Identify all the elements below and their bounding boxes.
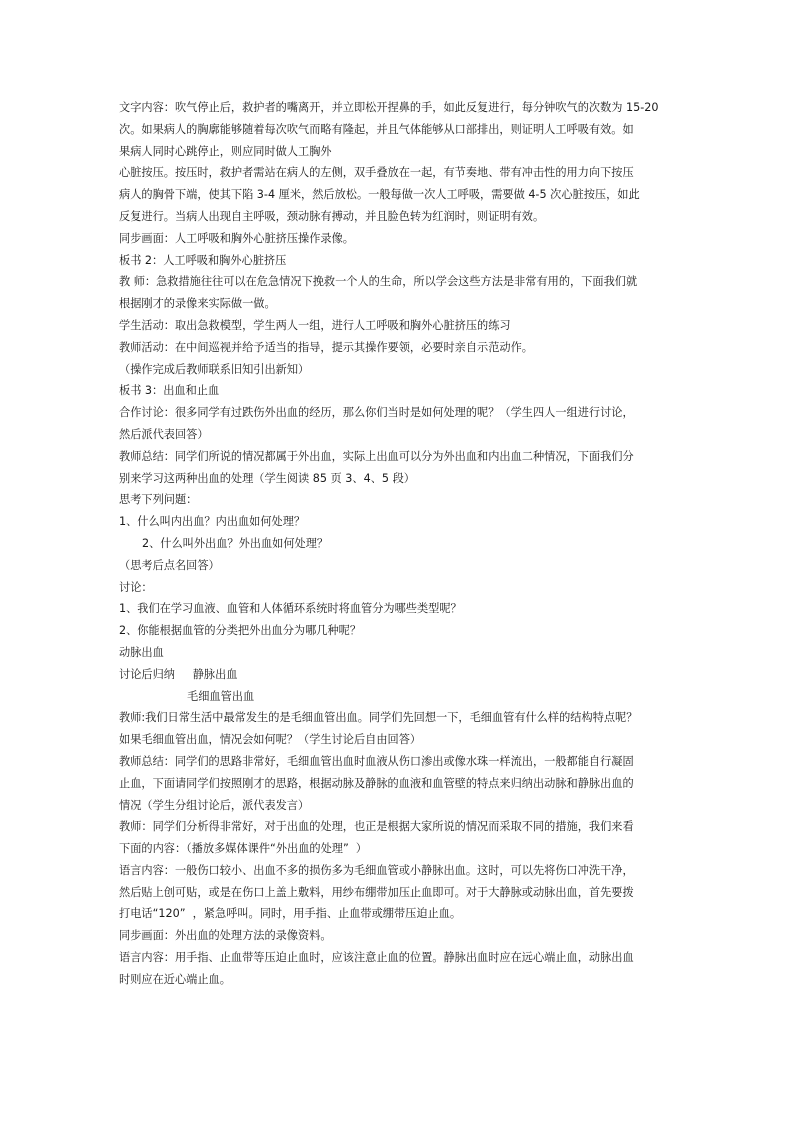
document-body: [119, 97, 685, 991]
text-line: 反复进行。当病人出现自主呼吸，颈动脉有搏动，并且脸色转为红润时，则证明有效。: [119, 209, 545, 223]
text-line: 根据刚才的录像来实际做一做。: [119, 297, 276, 311]
text-line: 教师：同学们分析得非常好，对于出血的处理，也正是根据大家所说的情况而采取不同的措施，我们来看: [119, 820, 634, 834]
text-line: 然后贴上创可贴，或是在伤口上盖上敷料，用纱布绷带加压止血即可。对于大静脉或动脉出血，首先要拨: [119, 885, 634, 899]
text-line: 果病人同时心跳停止，则应同时做人工胸外: [119, 144, 332, 158]
text-line: 止血，下面请同学们按照刚才的思路，根据动脉及静脉的血液和血管壁的特点来归纳出动脉和静脉出血的: [119, 776, 634, 790]
text-line: 讨论后归纳 静脉出血: [119, 667, 238, 681]
text-line: 然后派代表回答）: [119, 427, 209, 441]
text-line: 教师:我们日常生活中最常发生的是毛细血管出血。同学们先回想一下，毛细血管有什么样的结构特点呢？: [119, 711, 638, 725]
text-line: 教师活动：在中间巡视并给予适当的指导，提示其操作要领，必要时亲自示范动作。: [119, 340, 533, 354]
question-item: 2、什么叫外出血？外出血如何处理？: [142, 536, 329, 550]
section-heading: 板书 3：出血和止血: [119, 384, 220, 398]
text-line: 动脉出血: [119, 645, 164, 659]
text-line: 下面的内容：（播放多媒体课件“外出血的处理” ）: [119, 842, 368, 856]
text-line: 教师总结：同学们的思路非常好，毛细血管出血时血液从伤口渗出或像水珠一样流出，一般都能自行凝固: [119, 754, 634, 768]
text-line: 语言内容：一般伤口较小、出血不多的损伤多为毛细血管或小静脉出血。这时，可以先将伤口冲洗干净，: [119, 863, 634, 877]
text-line: 次。如果病人的胸廓能够随着每次吹气而略有隆起，并且气体能够从口部排出，则证明人工呼吸有效。如: [119, 122, 634, 136]
question-item: 1、什么叫内出血？内出血如何处理？: [119, 515, 306, 529]
text-line: 教 师：急救措施往往可以在危急情况下挽救一个人的生命，所以学会这些方法是非常有用的，下面我们就: [119, 275, 638, 289]
question-item: 2、你能根据血管的分类把外出血分为哪几种呢？: [119, 624, 362, 638]
question-item: 1、我们在学习血液、血管和人体循环系统时将血管分为哪些类型呢？: [119, 602, 462, 616]
text-line: 别来学习这两种出血的处理（学生阅读 85 页 3、4、5 段）: [119, 471, 415, 485]
text-line: 文字内容：吹气停止后，救护者的嘴离开，并立即松开捏鼻的手，如此反复进行，每分钟吹气的次数为 15-20: [119, 101, 659, 114]
text-line: 思考下列问题：: [119, 493, 198, 507]
text-line: 打电话“120” ，紧急呼叫。同时，用手指、止血带或绷带压迫止血。: [119, 907, 462, 921]
text-line: 时则应在近心端止血。: [119, 972, 231, 986]
text-line: 如果毛细血管出血，情况会如何呢？（学生讨论后自由回答）: [119, 733, 422, 747]
text-line: 同步画面：外出血的处理方法的录像资料。: [119, 929, 332, 943]
text-line: 心脏按压。按压时，救护者需站在病人的左侧，双手叠放在一起，有节奏地、带有冲击性的用力向下按压: [119, 166, 634, 180]
section-heading: 板书 2：人工呼吸和胸外心脏挤压: [119, 253, 287, 267]
text-line: 病人的胸骨下端，使其下陷 3-4 厘米，然后放松。一般每做一次人工呼吸，需要做 4-5 次心脏按压，如此: [119, 188, 640, 202]
text-line: 同步画面：人工呼吸和胸外心脏挤压操作录像。: [119, 231, 354, 245]
text-line: （思考后点名回答）: [119, 558, 220, 572]
text-line: 情况（学生分组讨论后，派代表发言）: [119, 798, 310, 812]
text-line: 毛细血管出血: [187, 689, 255, 703]
text-line: 合作讨论：很多同学有过跌伤外出血的经历，那么你们当时是如何处理的呢？（学生四人一组进行讨论，: [119, 406, 634, 420]
text-line: （操作完成后教师联系旧知引出新知）: [119, 362, 310, 376]
text-line: 讨论：: [119, 580, 153, 594]
text-line: 教师总结：同学们所说的情况都属于外出血，实际上出血可以分为外出血和内出血二种情况，下面我们分: [119, 449, 634, 463]
text-line: 语言内容：用手指、止血带等压迫止血时，应该注意止血的位置。静脉出血时应在远心端止血，动脉出血: [119, 951, 634, 965]
text-line: 学生活动：取出急救模型，学生两人一组，进行人工呼吸和胸外心脏挤压的练习: [119, 318, 511, 332]
